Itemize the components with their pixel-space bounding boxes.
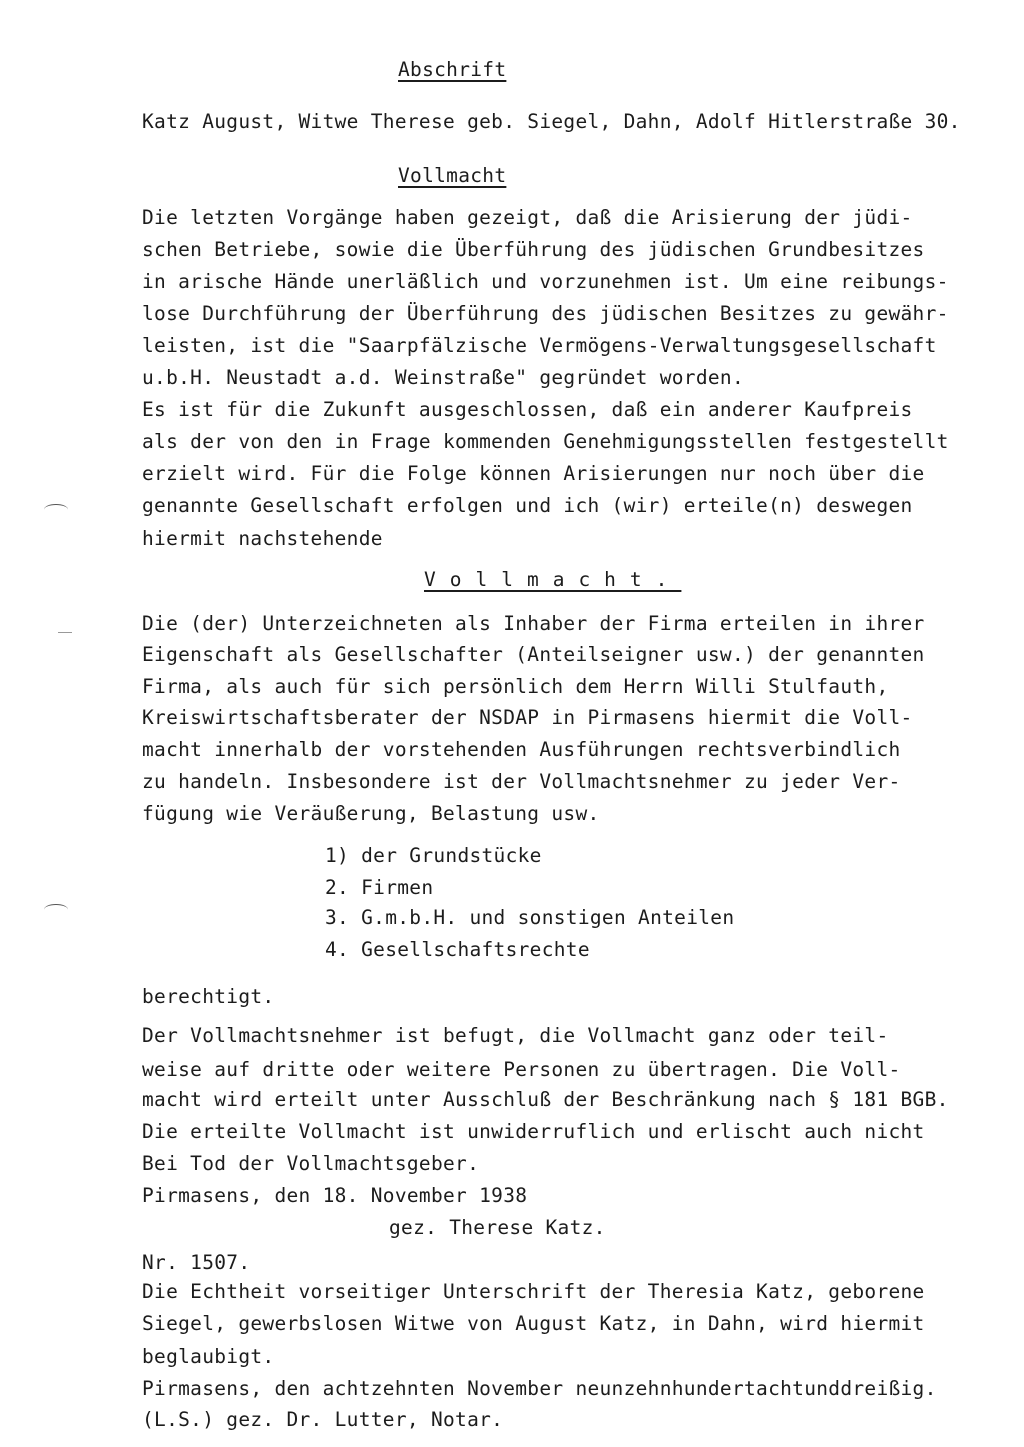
document-title: Abschrift bbox=[398, 58, 507, 81]
number-line: Nr. 1507. bbox=[142, 1251, 251, 1274]
para2-line: macht innerhalb der vorstehenden Ausführungen rechtsverbindlich bbox=[142, 738, 901, 761]
para2-line: Die (der) Unterzeichneten als Inhaber der Firma erteilen in ihrer bbox=[142, 612, 925, 635]
para2-line: fügung wie Veräußerung, Belastung usw. bbox=[142, 802, 600, 825]
para1-line: hiermit nachstehende bbox=[142, 527, 383, 550]
heading-vollmacht: Vollmacht bbox=[398, 164, 507, 187]
signature-line: gez. Therese Katz. bbox=[389, 1216, 606, 1239]
para3-line: Der Vollmachtsnehmer ist befugt, die Vollmacht ganz oder teil- bbox=[142, 1024, 889, 1047]
berechtigt-line: berechtigt. bbox=[142, 985, 275, 1008]
para3-line: Die erteilte Vollmacht ist unwiderruflich und erlischt auch nicht bbox=[142, 1120, 925, 1143]
para1-line: u.b.H. Neustadt a.d. Weinstraße" gegründet worden. bbox=[142, 366, 744, 389]
para1-line: leisten, ist die "Saarpfälzische Vermögens-Verwaltungsgesellschaft bbox=[142, 334, 937, 357]
para1-line: genannte Gesellschaft erfolgen und ich (wir) erteile(n) deswegen bbox=[142, 494, 913, 517]
place-date: Pirmasens, den 18. November 1938 bbox=[142, 1184, 528, 1207]
para1-line: als der von den in Frage kommenden Genehmigungsstellen festgestellt bbox=[142, 430, 949, 453]
header-line: Katz August, Witwe Therese geb. Siegel, Dahn, Adolf Hitlerstraße 30. bbox=[142, 110, 961, 133]
para4-line: beglaubigt. bbox=[142, 1345, 275, 1368]
list-item: 2. Firmen bbox=[325, 876, 434, 899]
para3-line: macht wird erteilt unter Ausschluß der Beschränkung nach § 181 BGB. bbox=[142, 1088, 949, 1111]
para4-line: Die Echtheit vorseitiger Unterschrift der Theresia Katz, geborene bbox=[142, 1280, 925, 1303]
para2-line: zu handeln. Insbesondere ist der Vollmachtsnehmer zu jeder Ver- bbox=[142, 770, 901, 793]
notary-line: (L.S.) gez. Dr. Lutter, Notar. bbox=[142, 1408, 504, 1431]
para2-line: Eigenschaft als Gesellschafter (Anteilseigner usw.) der genannten bbox=[142, 643, 925, 666]
place-date-2: Pirmasens, den achtzehnten November neunzehnhundertachtunddreißig. bbox=[142, 1377, 937, 1400]
para1-line: in arische Hände unerläßlich und vorzunehmen ist. Um eine reibungs- bbox=[142, 270, 949, 293]
para2-line: Kreiswirtschaftsberater der NSDAP in Pirmasens hiermit die Voll- bbox=[142, 706, 913, 729]
list-item: 1) der Grundstücke bbox=[325, 844, 542, 867]
heading-vollmacht-spaced: Vollmacht. bbox=[424, 568, 682, 591]
list-item: 4. Gesellschaftsrechte bbox=[325, 938, 590, 961]
para3-line: Bei Tod der Vollmachtsgeber. bbox=[142, 1152, 480, 1175]
para1-line: Die letzten Vorgänge haben gezeigt, daß die Arisierung der jüdi- bbox=[142, 206, 913, 229]
margin-mark bbox=[44, 504, 68, 515]
margin-mark bbox=[44, 904, 68, 915]
para4-line: Siegel, gewerbslosen Witwe von August Katz, in Dahn, wird hiermit bbox=[142, 1312, 925, 1335]
para1-line: erzielt wird. Für die Folge können Arisierungen nur noch über die bbox=[142, 462, 925, 485]
para3-line: weise auf dritte oder weitere Personen zu übertragen. Die Voll- bbox=[142, 1058, 901, 1081]
para1-line: lose Durchführung der Überführung des jüdischen Besitzes zu gewähr- bbox=[142, 302, 949, 325]
para1-line: schen Betriebe, sowie die Überführung des jüdischen Grundbesitzes bbox=[142, 238, 925, 261]
para1-line: Es ist für die Zukunft ausgeschlossen, daß ein anderer Kaufpreis bbox=[142, 398, 913, 421]
para2-line: Firma, als auch für sich persönlich dem Herrn Willi Stulfauth, bbox=[142, 675, 889, 698]
list-item: 3. G.m.b.H. und sonstigen Anteilen bbox=[325, 906, 735, 929]
margin-tick bbox=[58, 632, 72, 633]
